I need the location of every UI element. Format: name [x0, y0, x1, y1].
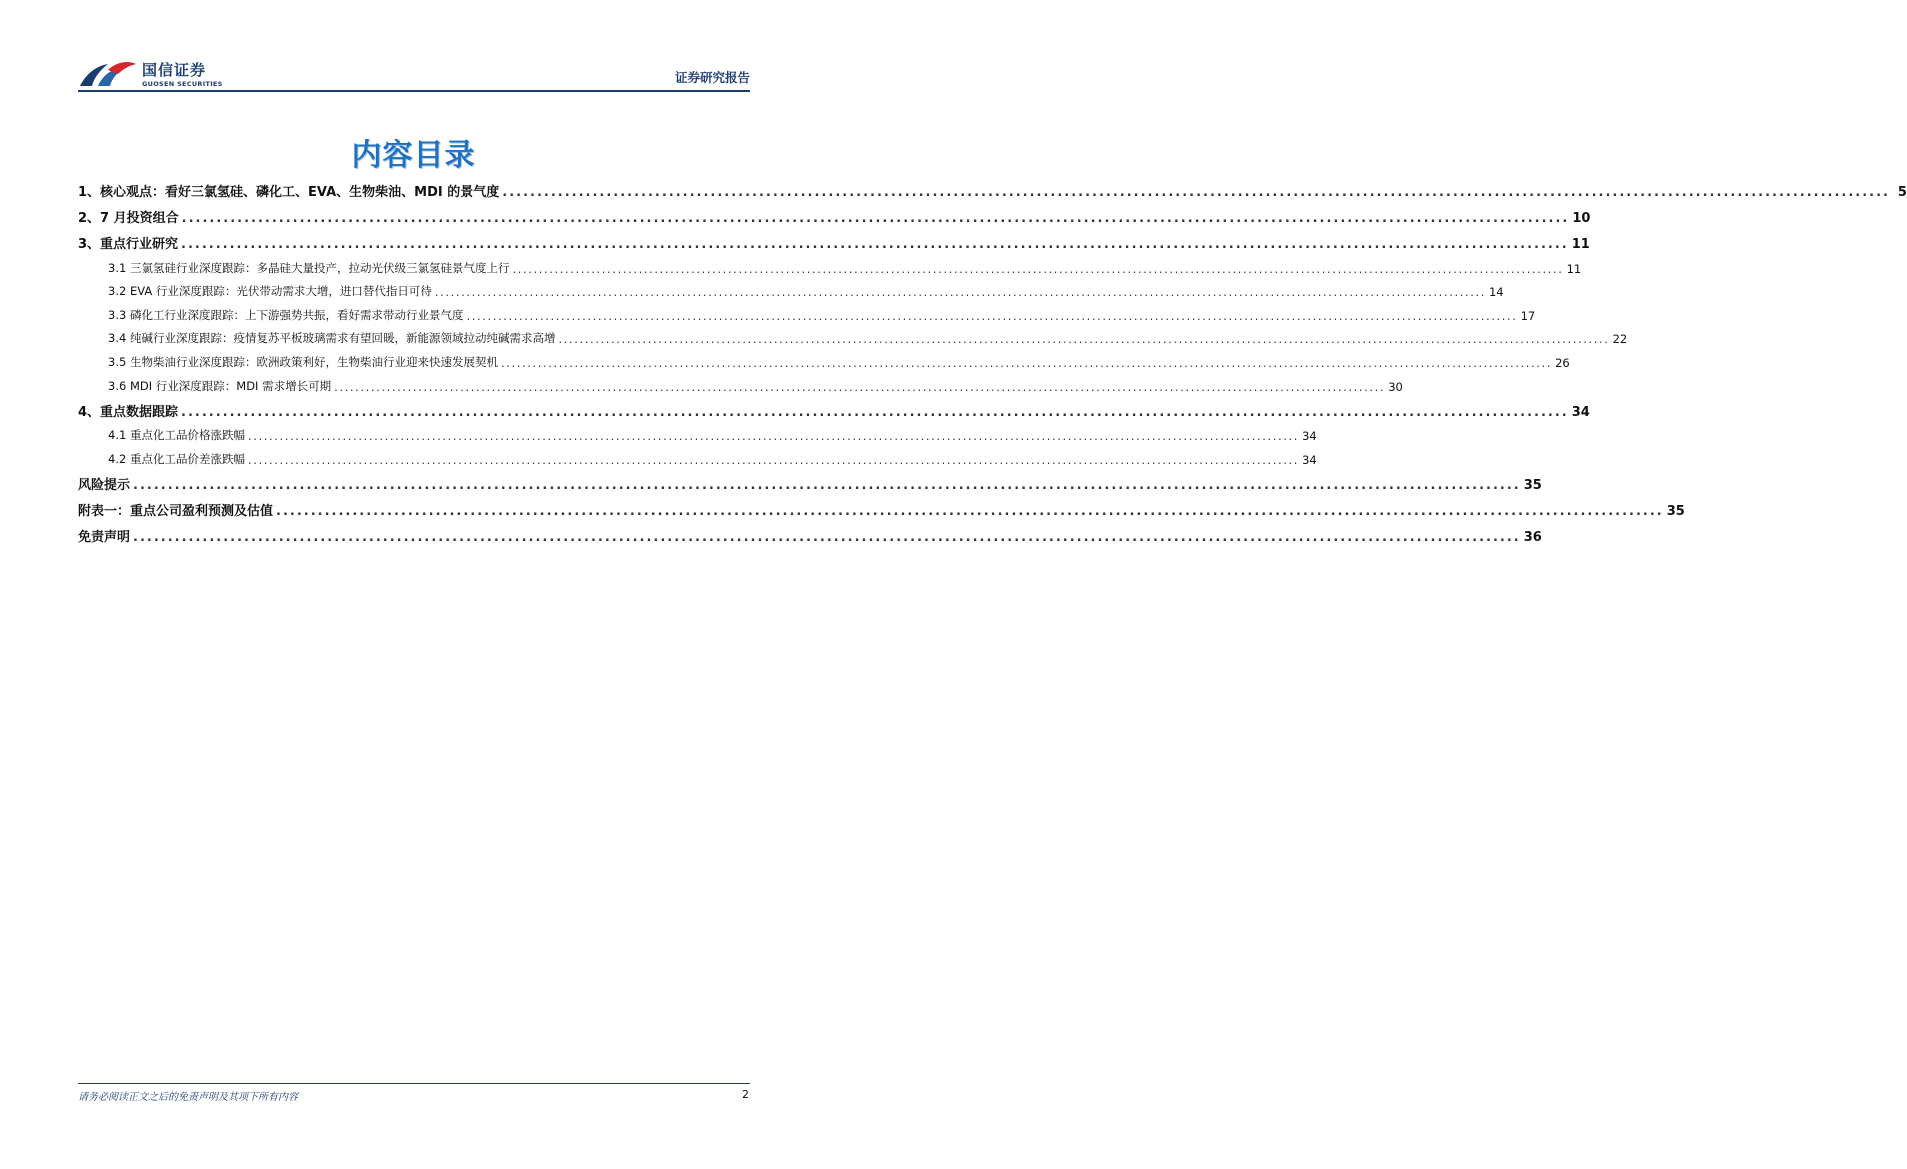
report-type-label: 证券研究报告 [674, 70, 750, 85]
toc-entry[interactable] [78, 276, 1504, 300]
toc-entry[interactable] [78, 252, 1582, 276]
toc-entry-title: 4.1 重点化工品价格涨跌幅 [108, 428, 245, 443]
toc-entry[interactable] [78, 200, 1591, 226]
footer-divider [78, 1083, 750, 1084]
header-divider [78, 90, 750, 92]
toc-entry-page: 11 [1566, 261, 1582, 276]
toc-leader-dots: ........................................................................................................................................................................................................ [558, 332, 1610, 347]
guosen-logo [78, 56, 228, 90]
toc-entry[interactable] [78, 420, 1317, 444]
toc-entry[interactable] [78, 467, 1542, 493]
guosen-logo-icon [78, 60, 138, 88]
toc-leader-dots: ........................................................................................................................................................................................................ [133, 477, 1521, 493]
toc-entry-title: 3.4 纯碱行业深度跟踪：疫情复苏平板玻璃需求有望回暖，新能源领域拉动纯碱需求高增 [108, 331, 556, 346]
toc-entry-page: 30 [1388, 379, 1403, 394]
toc-entry-page: 26 [1555, 355, 1570, 370]
toc-entry-title: 3.1 三氯氢硅行业深度跟踪：多晶硅大量投产，拉动光伏级三氯氢硅景气度上行 [108, 260, 510, 275]
toc-entry-page: 36 [1523, 529, 1542, 545]
page-header [78, 56, 750, 90]
toc-entry-page: 14 [1488, 285, 1504, 300]
toc-title: 内容目录 [351, 138, 476, 173]
toc-entry-title: 免责声明 [78, 529, 131, 545]
toc-entry-title: 3.3 磷化工行业深度跟踪：上下游强势共振，看好需求带动行业景气度 [108, 307, 464, 322]
toc-entry[interactable] [78, 493, 1685, 519]
toc-entry-page: 5 [1897, 185, 1907, 200]
toc-entry[interactable] [78, 174, 1907, 200]
toc-entry-page: 34 [1302, 429, 1317, 444]
toc-entry-title: 1、核心观点：看好三氯氢硅、磷化工、EVA、生物柴油、MDI 的景气度 [78, 185, 500, 200]
toc-entry-title: 3.6 MDI 行业深度跟踪：MDI 需求增长可期 [108, 378, 332, 393]
toc-entry-page: 10 [1572, 211, 1591, 226]
toc-leader-dots: ........................................................................................................................................................................................................ [512, 261, 1564, 276]
toc-entry-page: 34 [1302, 452, 1317, 467]
toc-entry-title: 风险提示 [78, 477, 131, 493]
toc-entry[interactable] [78, 346, 1570, 370]
toc-leader-dots: ........................................................................................................................................................................................................ [434, 285, 1486, 300]
toc-entry-title: 4.2 重点化工品价差涨跌幅 [108, 451, 245, 466]
logo-chinese-name: 国信证券 [142, 61, 207, 79]
toc-leader-dots: ........................................................................................................................................................................................................ [502, 185, 1890, 200]
footer-disclaimer: 请务必阅读正文之后的免责声明及其项下所有内容 [78, 1092, 298, 1103]
toc-entry[interactable] [78, 370, 1403, 394]
logo-english-name: GUOSEN SECURITIES [142, 80, 223, 88]
toc-leader-dots: ........................................................................................................................................................................................................ [276, 503, 1664, 519]
toc-entry[interactable] [78, 394, 1590, 420]
toc-entry-page: 22 [1612, 332, 1628, 347]
toc-entry-title: 附表一：重点公司盈利预测及估值 [78, 503, 274, 519]
toc-entry[interactable] [78, 519, 1542, 545]
table-of-contents [78, 174, 1907, 545]
toc-entry-page: 17 [1520, 308, 1536, 323]
toc-entry-title: 2、7 月投资组合 [78, 211, 179, 226]
toc-leader-dots: ........................................................................................................................................................................................................ [247, 452, 1300, 467]
toc-entry-title: 3、重点行业研究 [78, 237, 179, 252]
toc-leader-dots: ........................................................................................................................................................................................................ [466, 308, 1518, 323]
page-number: 2 [742, 1088, 749, 1101]
toc-entry-title: 3.5 生物柴油行业深度跟踪：欧洲政策利好，生物柴油行业迎来快速发展契机 [108, 354, 498, 369]
toc-leader-dots: ........................................................................................................................................................................................................ [500, 355, 1553, 370]
toc-leader-dots: ........................................................................................................................................................................................................ [181, 237, 1569, 252]
toc-leader-dots: ........................................................................................................................................................................................................ [334, 379, 1386, 394]
toc-entry[interactable] [78, 323, 1628, 347]
toc-entry-page: 35 [1666, 503, 1685, 519]
toc-entry-page: 11 [1571, 237, 1590, 252]
toc-entry-page: 34 [1571, 404, 1590, 420]
toc-entry[interactable] [78, 443, 1317, 467]
toc-leader-dots: ........................................................................................................................................................................................................ [133, 529, 1521, 545]
toc-leader-dots: ........................................................................................................................................................................................................ [181, 404, 1569, 420]
toc-entry[interactable] [78, 226, 1590, 252]
toc-leader-dots: ........................................................................................................................................................................................................ [247, 429, 1300, 444]
toc-entry-page: 35 [1523, 477, 1542, 493]
toc-entry[interactable] [78, 299, 1536, 323]
toc-entry-title: 3.2 EVA 行业深度跟踪：光伏带动需求大增，进口替代指日可待 [108, 284, 432, 299]
toc-leader-dots: ........................................................................................................................................................................................................ [181, 211, 1570, 226]
toc-entry-title: 4、重点数据跟踪 [78, 404, 179, 420]
